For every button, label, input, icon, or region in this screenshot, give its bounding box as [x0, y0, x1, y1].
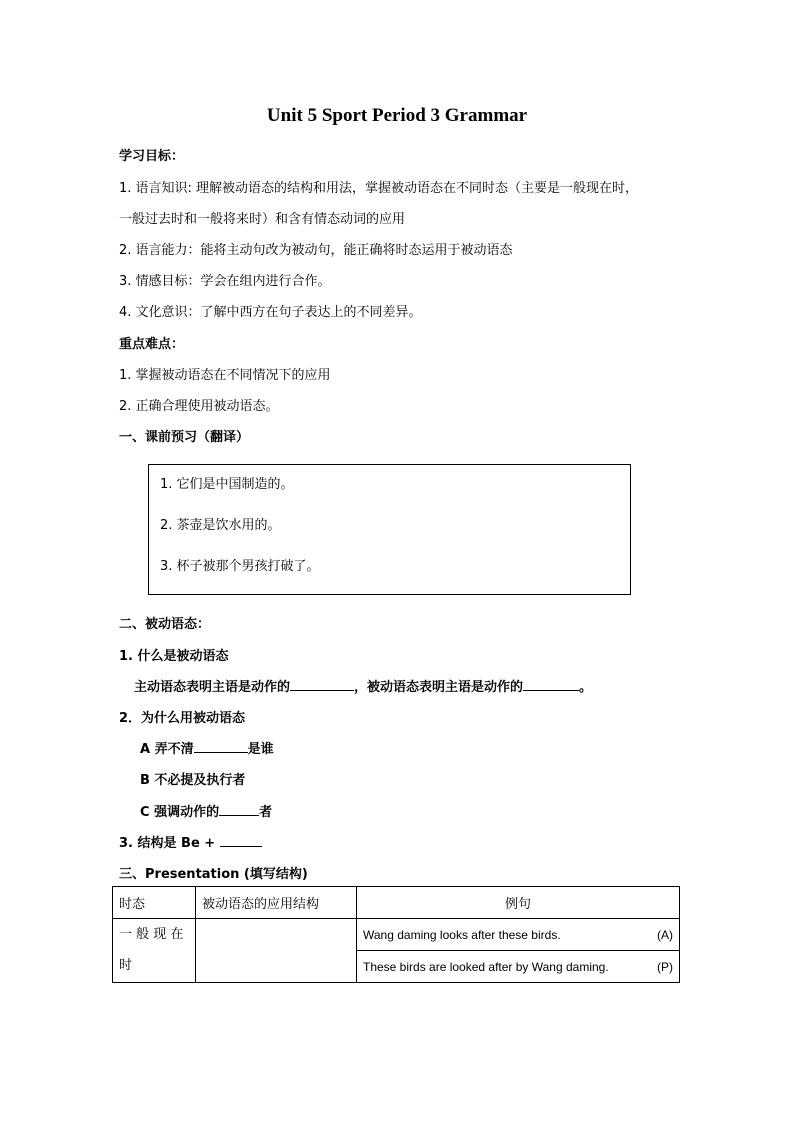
header-example: 例句 — [357, 887, 680, 919]
objective-2: 2. 语言能力：能将主动句改为被动句，能正确将时态运用于被动语态 — [119, 243, 513, 258]
reason-c — [140, 801, 272, 820]
table-row — [113, 919, 680, 951]
preview-item-2: 2. 茶壶是饮水用的。 — [160, 518, 281, 533]
header-tense: 时态 — [113, 887, 196, 919]
question-3-text: 3. 结构是 Be + — [119, 836, 216, 851]
table-header-row — [113, 887, 680, 919]
key-point-1: 1. 掌握被动语态在不同情况下的应用 — [119, 368, 331, 383]
presentation-table — [112, 886, 680, 983]
example-1-tag: (A) — [657, 927, 673, 942]
key-point-2: 2. 正确合理使用被动语态。 — [119, 399, 279, 414]
q1-text-a: 主动语态表明主语是动作的 — [134, 680, 291, 695]
tense-cell: 一 般 现 在 时 — [113, 919, 196, 983]
blank-2[interactable] — [523, 678, 579, 691]
preview-box — [148, 464, 631, 595]
question-1-answer-line — [134, 676, 592, 695]
reason-c-text: C 强调动作的 — [140, 805, 220, 820]
question-3 — [119, 832, 262, 851]
reason-a — [140, 738, 274, 757]
objective-4: 4. 文化意识：了解中西方在句子表达上的不同差异。 — [119, 305, 422, 320]
key-points-heading: 重点难点： — [119, 337, 185, 352]
preview-heading: 一、课前预习（翻译） — [119, 430, 250, 445]
document-title: Unit 5 Sport Period 3 Grammar — [266, 105, 528, 126]
reason-b: B 不必提及执行者 — [140, 773, 246, 788]
question-1: 1. 什么是被动语态 — [119, 649, 229, 664]
passive-heading: 二、被动语态： — [119, 617, 211, 632]
blank-4[interactable] — [219, 803, 259, 816]
reason-a-text: A 弄不清 — [140, 742, 194, 757]
reason-a-suffix: 是谁 — [247, 742, 274, 757]
q1-text-b: ，被动语态表明主语是动作的 — [354, 680, 524, 695]
header-structure: 被动语态的应用结构 — [196, 887, 357, 919]
objectives-heading: 学习目标： — [119, 149, 185, 164]
objective-3: 3. 情感目标：学会在组内进行合作。 — [119, 274, 331, 289]
blank-1[interactable] — [290, 678, 354, 691]
presentation-heading: 三、Presentation (填写结构) — [119, 867, 308, 882]
example-2-sentence: These birds are looked after by Wang daming. — [363, 959, 609, 974]
example-cell-1 — [357, 919, 680, 951]
preview-item-3: 3. 杯子被那个男孩打破了。 — [160, 559, 320, 574]
reason-c-suffix: 者 — [259, 805, 273, 820]
example-1-sentence: Wang daming looks after these birds. — [363, 927, 561, 942]
blank-5[interactable] — [220, 834, 262, 847]
blank-3[interactable] — [194, 740, 248, 753]
example-2-tag: (P) — [657, 959, 673, 974]
structure-cell[interactable] — [196, 919, 357, 983]
question-2: 2．为什么用被动语态 — [119, 711, 246, 726]
example-cell-2 — [357, 951, 680, 983]
objective-1-line-1: 1. 语言知识: 理解被动语态的结构和用法，掌握被动语态在不同时态（主要是一般现在时， — [119, 181, 639, 196]
preview-item-1: 1. 它们是中国制造的。 — [160, 477, 294, 492]
objective-1-line-2: 一般过去时和一般将来时）和含有情态动词的应用 — [119, 212, 406, 227]
q1-text-c: 。 — [579, 680, 593, 695]
